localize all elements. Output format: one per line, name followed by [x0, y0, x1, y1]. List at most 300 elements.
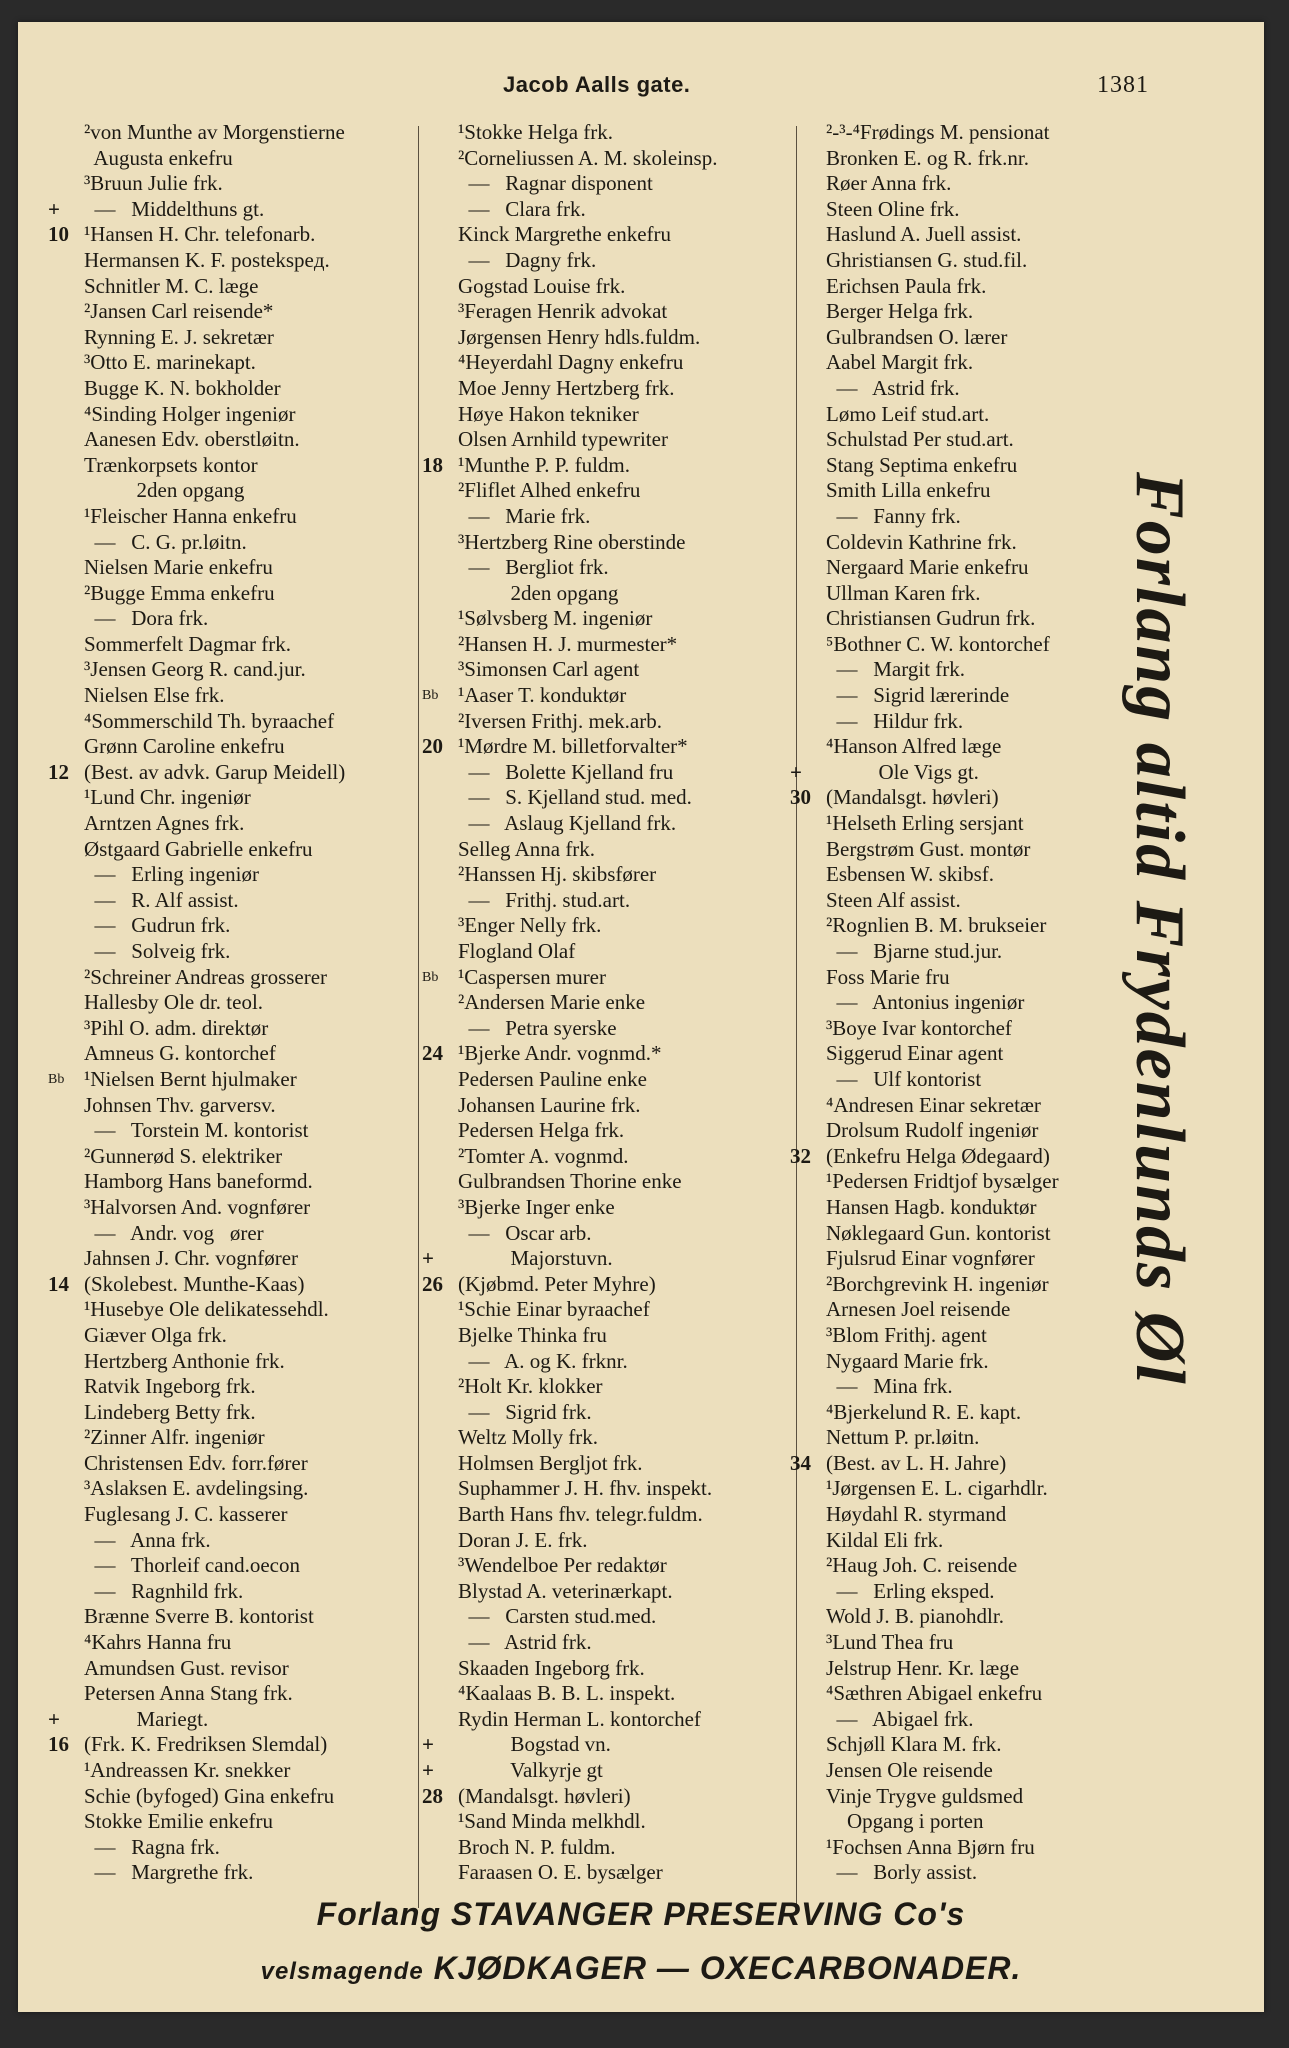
entry-text: — Petra syerske: [458, 1015, 617, 1040]
directory-entry: [790, 1732, 1182, 1758]
entry-text: Gulbrandsen O. lærer: [826, 324, 1008, 349]
entry-text: — Sigrid frk.: [458, 1399, 592, 1424]
directory-page: [18, 22, 1264, 2012]
entry-text: Christensen Edv. forr.fører: [84, 1450, 308, 1475]
entry-text: Lømo Leif stud.art.: [826, 401, 990, 426]
directory-entry: [48, 709, 440, 735]
directory-entry: [422, 1451, 814, 1477]
directory-entry: [422, 581, 814, 607]
directory-entry: [790, 325, 1182, 351]
entry-text: Fjulsrud Einar vognfører: [826, 1246, 1035, 1271]
directory-entry: [48, 171, 440, 197]
directory-entry: [48, 530, 440, 556]
entry-text: ²Rognlien B. M. brukseier: [826, 913, 1047, 938]
entry-text: Ole Vigs gt.: [826, 759, 979, 784]
entry-text: — Margrethe frk.: [84, 1860, 254, 1885]
directory-entry: [422, 1758, 814, 1784]
entry-text: Drolsum Rudolf ingeniør: [826, 1118, 1039, 1143]
directory-entry: [422, 1169, 814, 1195]
entry-text: ³Boye Ivar kontorchef: [826, 1015, 1012, 1040]
directory-entry: [790, 1502, 1182, 1528]
entry-text: Nielsen Marie enkefru: [84, 555, 273, 580]
entry-text: (Mandalsgt. høvleri): [458, 1783, 631, 1808]
entry-text: — Ulf kontorist: [826, 1066, 982, 1091]
entry-text: Berger Helga frk.: [826, 299, 974, 324]
entry-text: Jahnsen J. Chr. vognfører: [84, 1246, 299, 1271]
entry-text: Bjelke Thinka fru: [458, 1322, 607, 1347]
directory-entry: [422, 1016, 814, 1042]
directory-entry: [48, 632, 440, 658]
entry-text: ¹Sølvsberg M. ingeniør: [458, 606, 653, 631]
entry-text: Weltz Molly frk.: [458, 1425, 599, 1450]
entry-text: — Dagny frk.: [458, 247, 597, 272]
directory-entry: [790, 1528, 1182, 1554]
directory-column-2: [422, 120, 814, 1886]
entry-text: — Anna frk.: [84, 1527, 211, 1552]
entry-text: ³Jensen Georg R. cand.jur.: [84, 657, 306, 682]
directory-entry: [422, 146, 814, 172]
entry-marker: Bb: [422, 688, 439, 704]
directory-entry: [48, 1374, 440, 1400]
entry-text: (Best. av advk. Garup Meidell): [84, 759, 346, 784]
directory-entry: [422, 478, 814, 504]
footer-ad-main: KJØDKAGER — OXECARBONADER.: [433, 1950, 1022, 1986]
directory-entry: [48, 376, 440, 402]
entry-text: Hertzberg Anthonie frk.: [84, 1348, 285, 1373]
directory-entry: [48, 222, 440, 248]
entry-text: ⁴Sinding Holger ingeniør: [84, 401, 296, 426]
directory-entry: [422, 1272, 814, 1298]
directory-entry: [790, 248, 1182, 274]
directory-entry: [48, 1502, 440, 1528]
directory-entry: [790, 274, 1182, 300]
entry-text: — Erling ingeniør: [84, 862, 259, 887]
entry-text: ²Andersen Marie enke: [458, 990, 646, 1015]
entry-text: ⁴Andresen Einar sekretær: [826, 1092, 1041, 1117]
directory-entry: [422, 734, 814, 760]
entry-text: Bergstrøm Gust. montør: [826, 836, 1031, 861]
entry-text: Rydin Herman L. kontorchef: [458, 1706, 701, 1731]
entry-text: ¹Lund Chr. ingeniør: [84, 785, 251, 810]
directory-entry: [422, 1528, 814, 1554]
directory-entry: [422, 299, 814, 325]
entry-text: Stokke Emilie enkefru: [84, 1809, 273, 1834]
entry-text: ³Halvorsen And. vognfører: [84, 1194, 311, 1219]
entry-text: — Aslaug Kjelland frk.: [458, 811, 677, 836]
directory-entry: [48, 1579, 440, 1605]
entry-text: Olsen Arnhild typewriter: [458, 427, 668, 452]
entry-text: Aabel Margit frk.: [826, 350, 974, 375]
directory-entry: [48, 1221, 440, 1247]
entry-text: Hansen Hagb. konduktør: [826, 1194, 1037, 1219]
directory-entry: [48, 478, 440, 504]
directory-entry: [48, 1860, 440, 1886]
entry-text: ¹Bjerke Andr. vognmd.*: [458, 1041, 662, 1066]
directory-entry: [790, 376, 1182, 402]
entry-marker: 12: [48, 759, 69, 784]
directory-entry: [422, 274, 814, 300]
entry-text: ³Pihl O. adm. direktør: [84, 1015, 269, 1040]
directory-entry: [422, 120, 814, 146]
directory-entry: [422, 1323, 814, 1349]
directory-entry: [48, 734, 440, 760]
directory-entry: [790, 427, 1182, 453]
entry-text: ²Holt Kr. klokker: [458, 1374, 603, 1399]
entry-text: Lindeberg Betty frk.: [84, 1399, 256, 1424]
directory-entry: [790, 146, 1182, 172]
directory-entry: [48, 965, 440, 991]
entry-text: — Oscar arb.: [458, 1220, 592, 1245]
entry-marker: 14: [48, 1271, 69, 1296]
directory-entry: [48, 837, 440, 863]
directory-entry: [48, 785, 440, 811]
directory-entry: [422, 325, 814, 351]
directory-entry: [48, 555, 440, 581]
entry-text: Haslund A. Juell assist.: [826, 222, 1022, 247]
entry-text: ³Bruun Julie frk.: [84, 171, 223, 196]
entry-text: — Erling eksped.: [826, 1578, 995, 1603]
entry-text: Broch N. P. fuldm.: [458, 1834, 616, 1859]
entry-text: Doran J. E. frk.: [458, 1527, 588, 1552]
directory-entry: [790, 1579, 1182, 1605]
entry-text: — Fanny frk.: [826, 503, 961, 528]
entry-text: Amneus G. kontorchef: [84, 1041, 276, 1066]
entry-text: — Torstein M. kontorist: [84, 1118, 309, 1143]
entry-text: Gogstad Louise frk.: [458, 273, 626, 298]
entry-text: — Mina frk.: [826, 1374, 953, 1399]
directory-entry: [790, 1400, 1182, 1426]
entry-text: Faraasen O. E. bysælger: [458, 1860, 663, 1885]
directory-entry: [790, 1553, 1182, 1579]
directory-entry: [422, 811, 814, 837]
entry-text: Amundsen Gust. revisor: [84, 1655, 289, 1680]
entry-text: Smith Lilla enkefru: [826, 478, 991, 503]
directory-entry: [48, 1784, 440, 1810]
directory-entry: [48, 1451, 440, 1477]
entry-text: ⁵Bothner C. W. kontorchef: [826, 631, 1050, 656]
entry-text: (Kjøbmd. Peter Myhre): [458, 1271, 656, 1296]
entry-text: ²Haug Joh. C. reisende: [826, 1553, 1018, 1578]
entry-text: Suphammer J. H. fhv. inspekt.: [458, 1476, 713, 1501]
directory-entry: [422, 1784, 814, 1810]
entry-text: Brænne Sverre B. kontorist: [84, 1604, 314, 1629]
directory-entry: [48, 862, 440, 888]
entry-text: Jørgensen Henry hdls.fuldm.: [458, 324, 701, 349]
entry-text: Pedersen Helga frk.: [458, 1118, 625, 1143]
entry-text: ³Blom Frithj. agent: [826, 1322, 987, 1347]
entry-text: Jensen Ole reisende: [826, 1758, 993, 1782]
entry-text: Schnitler M. C. læge: [84, 273, 259, 298]
entry-text: — Thorleif cand.oecon: [84, 1553, 300, 1578]
entry-text: Gulbrandsen Thorine enke: [458, 1169, 682, 1194]
directory-entry: [48, 1553, 440, 1579]
entry-text: — Abigael frk.: [826, 1706, 974, 1731]
directory-entry: [422, 248, 814, 274]
directory-entry: [48, 1528, 440, 1554]
directory-entry: [48, 402, 440, 428]
entry-text: Petersen Anna Stang frk.: [84, 1681, 293, 1706]
directory-entry: [48, 1732, 440, 1758]
directory-entry: [422, 1732, 814, 1758]
directory-entry: [790, 1656, 1182, 1682]
entry-text: ⁴Kaalaas B. B. L. inspekt.: [458, 1681, 676, 1706]
directory-entry: [48, 504, 440, 530]
footer-ad-line-2: [18, 1950, 1264, 1987]
directory-entry: [422, 1118, 814, 1144]
directory-entry: [48, 1758, 440, 1784]
entry-text: ²Corneliussen A. M. skoleinsp.: [458, 145, 718, 170]
directory-entry: [48, 350, 440, 376]
entry-text: Foss Marie fru: [826, 964, 950, 989]
entry-text: Siggerud Einar agent: [826, 1041, 1004, 1066]
entry-text: ²Gunnerød S. elektriker: [84, 1143, 283, 1168]
entry-text: — Andr. vog ører: [84, 1220, 264, 1245]
directory-entry: [48, 1067, 440, 1093]
directory-entry: [48, 1246, 440, 1272]
entry-text: — Dora frk.: [84, 606, 209, 631]
directory-entry: [790, 1451, 1182, 1477]
entry-text: Pedersen Pauline enke: [458, 1066, 647, 1091]
entry-text: Steen Alf assist.: [826, 887, 961, 912]
entry-text: — Clara frk.: [458, 196, 586, 221]
directory-entry: [48, 453, 440, 479]
directory-entry: [48, 811, 440, 837]
directory-entry: [790, 1860, 1182, 1886]
entry-text: Kildal Eli frk.: [826, 1527, 944, 1552]
directory-entry: [422, 683, 814, 709]
entry-text: ¹Caspersen murer: [458, 964, 606, 989]
entry-text: — Astrid frk.: [826, 375, 960, 400]
directory-entry: [422, 376, 814, 402]
entry-text: Nergaard Marie enkefru: [826, 555, 1029, 580]
entry-text: Høye Hakon tekniker: [458, 401, 639, 426]
entry-text: ⁴Hanson Alfred læge: [826, 734, 1002, 759]
entry-marker: 34: [790, 1450, 811, 1475]
directory-entry: [790, 350, 1182, 376]
directory-entry: [790, 402, 1182, 428]
entry-text: Nielsen Else frk.: [84, 683, 225, 708]
directory-entry: [790, 197, 1182, 223]
entry-text: (Best. av L. H. Jahre): [826, 1450, 1007, 1475]
directory-entry: [48, 888, 440, 914]
directory-entry: [48, 683, 440, 709]
entry-text: Barth Hans fhv. telegr.fuldm.: [458, 1502, 703, 1527]
directory-entry: [422, 606, 814, 632]
entry-text: — Ragnhild frk.: [84, 1578, 244, 1603]
directory-entry: [48, 1400, 440, 1426]
directory-entry: [422, 350, 814, 376]
directory-entry: [48, 1835, 440, 1861]
entry-text: ³Aslaksen E. avdelingsing.: [84, 1476, 309, 1501]
entry-text: Holmsen Bergljot frk.: [458, 1450, 643, 1475]
entry-text: — Antonius ingeniør: [826, 990, 1025, 1015]
directory-entry: [790, 1681, 1182, 1707]
entry-text: Nettum P. pr.løitn.: [826, 1425, 980, 1450]
entry-text: Kinck Margrethe enkefru: [458, 222, 672, 247]
directory-entry: [48, 146, 440, 172]
footer-ad-prefix: velsmagende: [260, 1958, 424, 1985]
page-number: 1381: [1097, 72, 1149, 98]
directory-entry: [422, 1681, 814, 1707]
directory-entry: [422, 1246, 814, 1272]
entry-text: — Borly assist.: [826, 1860, 978, 1885]
entry-text: (Frk. K. Fredriksen Slemdal): [84, 1732, 328, 1757]
directory-entry: [48, 1707, 440, 1733]
directory-entry: [422, 1630, 814, 1656]
directory-entry: [48, 913, 440, 939]
entry-text: Moe Jenny Hertzberg frk.: [458, 375, 675, 400]
directory-entry: [422, 555, 814, 581]
entry-text: Rynning E. J. sekretær: [84, 324, 274, 349]
directory-entry: [790, 1784, 1182, 1810]
entry-text: Valkyrje gt: [458, 1758, 603, 1782]
entry-text: ²Schreiner Andreas grosserer: [84, 964, 328, 989]
directory-entry: [422, 1835, 814, 1861]
directory-entry: [48, 1630, 440, 1656]
entry-text: Blystad A. veterinærkapt.: [458, 1578, 673, 1603]
entry-text: — Frithj. stud.art.: [458, 887, 631, 912]
entry-text: Mariegt.: [84, 1706, 209, 1731]
vertical-ad-text: Forlang altid Frydenlunds Øl: [1121, 472, 1198, 1386]
entry-text: ³Hertzberg Rine oberstinde: [458, 529, 686, 554]
entry-text: ³Enger Nelly frk.: [458, 913, 602, 938]
directory-entry: [422, 197, 814, 223]
entry-text: 2den opgang: [458, 580, 619, 605]
entry-text: — Carsten stud.med.: [458, 1604, 657, 1629]
directory-entry: [48, 581, 440, 607]
directory-entry: [48, 1144, 440, 1170]
entry-text: — Sigrid lærerinde: [826, 683, 1010, 708]
directory-entry: [422, 1553, 814, 1579]
directory-entry: [422, 504, 814, 530]
entry-text: ⁴Sommerschild Th. byraachef: [84, 708, 335, 733]
directory-entry: [48, 248, 440, 274]
entry-text: — S. Kjelland stud. med.: [458, 785, 692, 810]
entry-text: Bugge K. N. bokholder: [84, 375, 281, 400]
directory-entry: [422, 1349, 814, 1375]
entry-text: Wold J. B. pianohdlr.: [826, 1604, 1004, 1629]
entry-text: Høydahl R. styrmand: [826, 1502, 1007, 1527]
entry-text: Hermansen K. F. postekspeд.: [84, 247, 330, 272]
entry-text: Røer Anna frk.: [826, 171, 952, 196]
entry-text: ¹Helseth Erling sersjant: [826, 811, 1024, 836]
entry-text: Ghristiansen G. stud.fil.: [826, 247, 1028, 272]
directory-entry: [422, 888, 814, 914]
directory-entry: [422, 1476, 814, 1502]
entry-text: Arntzen Agnes frk.: [84, 811, 245, 836]
entry-text: Steen Oline frk.: [826, 196, 960, 221]
entry-text: ¹Schie Einar byraachef: [458, 1297, 650, 1322]
directory-entry: [422, 1221, 814, 1247]
directory-entry: [422, 837, 814, 863]
directory-entry: [790, 1476, 1182, 1502]
directory-entry: [48, 760, 440, 786]
directory-entry: [422, 1195, 814, 1221]
entry-text: Arnesen Joel reisende: [826, 1297, 1011, 1322]
entry-text: Jelstrup Henr. Kr. læge: [826, 1655, 1020, 1680]
directory-entry: [790, 222, 1182, 248]
directory-entry: [48, 606, 440, 632]
entry-text: ³Lund Thea fru: [826, 1630, 954, 1655]
entry-text: ²Iversen Frithj. mek.arb.: [458, 708, 662, 733]
entry-marker: +: [48, 196, 60, 221]
directory-entry: [48, 1169, 440, 1195]
directory-entry: [48, 1604, 440, 1630]
entry-text: Ratvik Ingeborg frk.: [84, 1374, 256, 1399]
entry-marker: +: [48, 1706, 60, 1731]
footer-ad-line-1: Forlang STAVANGER PRESERVING Co's: [316, 1896, 966, 1932]
entry-text: ²Fliflet Alhed enkefru: [458, 478, 641, 503]
entry-text: Trænkorpsets kontor: [84, 452, 258, 477]
directory-entry: [422, 530, 814, 556]
directory-entry: [422, 1809, 814, 1835]
entry-marker: +: [422, 1758, 434, 1782]
directory-column-1: [48, 120, 440, 1886]
entry-text: Hallesby Ole dr. teol.: [84, 990, 264, 1015]
directory-entry: [48, 1349, 440, 1375]
entry-text: Sommerfelt Dagmar frk.: [84, 631, 292, 656]
entry-marker: 32: [790, 1143, 811, 1168]
entry-text: ¹Stokke Helga frk.: [458, 120, 614, 144]
entry-text: Stang Septima enkefru: [826, 452, 1018, 477]
directory-entry: [422, 222, 814, 248]
entry-text: ⁴Bjerkelund R. E. kapt.: [826, 1399, 1022, 1424]
entry-text: — A. og K. frknr.: [458, 1348, 628, 1373]
entry-text: ¹Mørdre M. billetforvalter*: [458, 734, 688, 759]
directory-entry: [790, 171, 1182, 197]
entry-text: Johnsen Thv. garversv.: [84, 1092, 276, 1117]
directory-entry: [48, 990, 440, 1016]
entry-text: Majorstuvn.: [458, 1246, 613, 1271]
directory-entry: [48, 1656, 440, 1682]
entry-text: Fuglesang J. C. kasserer: [84, 1502, 288, 1527]
entry-text: ²Tomter A. vognmd.: [458, 1143, 629, 1168]
entry-marker: 24: [422, 1041, 443, 1066]
entry-text: — Astrid frk.: [458, 1630, 592, 1655]
entry-text: ¹Husebye Ole delikatessehdl.: [84, 1297, 329, 1322]
entry-text: ²Jansen Carl reisende*: [84, 299, 274, 324]
entry-marker: +: [790, 759, 802, 784]
entry-text: ¹Pedersen Fridtjof bysælger: [826, 1169, 1059, 1194]
directory-entry: [422, 1374, 814, 1400]
directory-entry: [422, 939, 814, 965]
street-title: Jacob Aalls gate.: [503, 72, 691, 97]
directory-entry: [48, 1323, 440, 1349]
entry-text: Vinje Trygve guldsmed: [826, 1783, 1024, 1808]
directory-entry: [48, 1016, 440, 1042]
entry-text: — Margit frk.: [826, 657, 966, 682]
entry-marker: 16: [48, 1732, 69, 1757]
entry-text: ¹Hansen H. Chr. telefonarb.: [84, 222, 316, 247]
directory-entry: [422, 1041, 814, 1067]
entry-text: (Skolebest. Munthe-Kaas): [84, 1271, 305, 1296]
directory-entry: [48, 427, 440, 453]
directory-entry: [422, 632, 814, 658]
entry-text: (Mandalsgt. høvleri): [826, 785, 999, 810]
directory-entry: [422, 1297, 814, 1323]
entry-text: Østgaard Gabrielle enkefru: [84, 836, 313, 861]
entry-text: Bogstad vn.: [458, 1732, 611, 1757]
entry-text: ²Hansen H. J. murmester*: [458, 631, 678, 656]
entry-text: ⁴Kahrs Hanna fru: [84, 1630, 232, 1655]
entry-text: ¹Fochsen Anna Bjørn fru: [826, 1834, 1035, 1859]
entry-text: Schie (byfoged) Gina enkefru: [84, 1783, 335, 1808]
directory-entry: [422, 402, 814, 428]
directory-entry: [422, 1144, 814, 1170]
directory-entry: [790, 1835, 1182, 1861]
entry-text: ⁴Sæthren Abigael enkefru: [826, 1681, 1043, 1706]
entry-marker: 18: [422, 452, 443, 477]
